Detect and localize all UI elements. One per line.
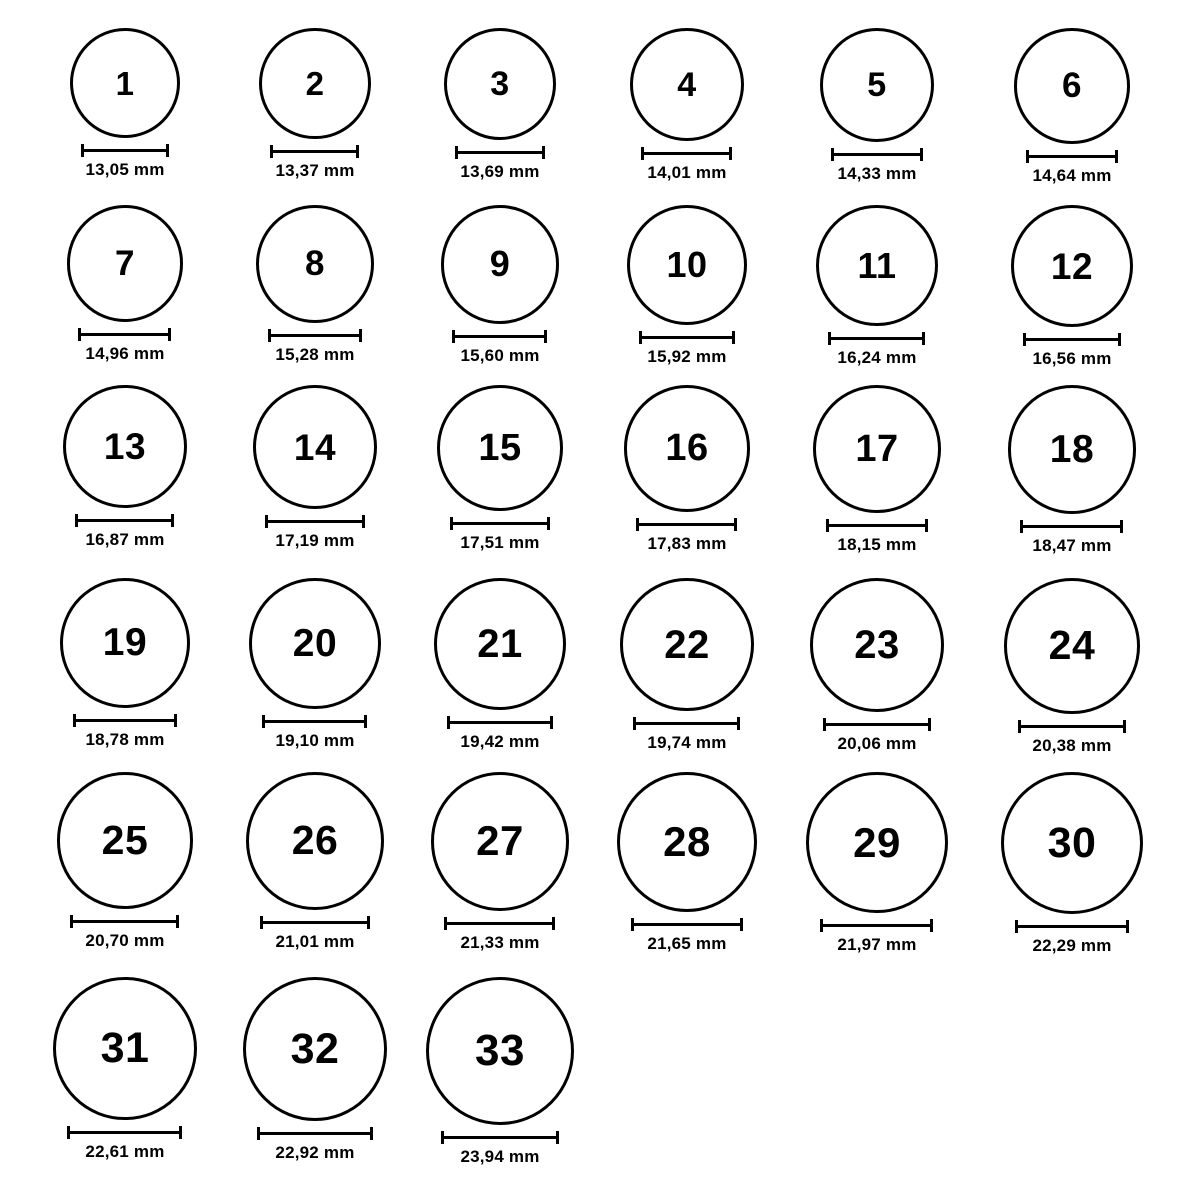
ring-circle <box>57 772 194 909</box>
ring-size-cell <box>52 772 199 951</box>
ring-size-cell <box>241 772 389 952</box>
measure-line <box>447 721 553 724</box>
ring-circle <box>810 578 944 712</box>
measure-cap-right <box>171 514 174 527</box>
measure-cap-left <box>1020 520 1023 533</box>
measure-cap-left <box>823 718 826 731</box>
measure-cap-left <box>1026 150 1029 163</box>
measure-line <box>257 1132 373 1135</box>
ring-circle <box>60 578 190 708</box>
ring-size-number: 10 <box>666 244 708 285</box>
measure-line <box>450 522 550 525</box>
diameter-measure-bar <box>444 917 555 929</box>
ring-size-cell <box>55 578 195 750</box>
ring-size-number: 22 <box>664 622 710 667</box>
ring-size-cell <box>999 578 1145 756</box>
ring-circle <box>67 205 184 322</box>
measure-cap-left <box>633 717 636 730</box>
diameter-label: 22,92 mm <box>275 1143 355 1163</box>
diameter-label: 23,94 mm <box>460 1147 540 1166</box>
ring-size-number: 33 <box>475 1026 525 1075</box>
measure-cap-right <box>1120 520 1123 533</box>
diameter-measure-bar <box>820 919 933 931</box>
diameter-measure-bar <box>450 517 550 529</box>
ring-size-cell <box>436 205 565 366</box>
ring-circle <box>617 772 757 912</box>
diameter-measure-bar <box>1026 150 1118 162</box>
diameter-measure-bar <box>265 515 365 527</box>
measure-line <box>1023 338 1121 341</box>
measure-line <box>1018 725 1126 728</box>
measure-cap-left <box>636 518 639 531</box>
diameter-measure-bar <box>455 146 545 158</box>
measure-cap-right <box>359 329 362 342</box>
ring-circle <box>426 977 574 1125</box>
measure-cap-left <box>1018 720 1021 733</box>
ring-size-cell <box>421 977 579 1167</box>
diameter-measure-bar <box>441 1131 559 1143</box>
diameter-label: 13,69 mm <box>460 162 540 182</box>
diameter-label: 14,01 mm <box>647 163 727 183</box>
diameter-measure-bar <box>828 332 925 344</box>
measure-line <box>270 150 359 153</box>
diameter-label: 14,33 mm <box>837 164 917 184</box>
ring-size-cell <box>619 385 756 554</box>
diameter-label: 13,05 mm <box>85 160 165 179</box>
diameter-measure-bar <box>1018 720 1126 732</box>
ring-size-number: 32 <box>290 1024 340 1073</box>
measure-cap-right <box>370 1127 373 1140</box>
ring-circle <box>256 205 374 323</box>
measure-line <box>268 334 362 337</box>
measure-line <box>260 921 370 924</box>
measure-cap-right <box>930 919 933 932</box>
ring-size-cell <box>254 28 375 181</box>
ring-size-number: 16 <box>665 427 709 470</box>
diameter-measure-bar <box>639 331 735 343</box>
ring-size-number: 14 <box>293 426 337 468</box>
measure-line <box>78 333 171 336</box>
ring-size-cell <box>244 578 385 751</box>
diameter-label: 21,33 mm <box>460 932 540 952</box>
ring-size-cell <box>1009 28 1135 186</box>
ring-size-number: 15 <box>478 426 522 469</box>
measure-cap-right <box>542 146 545 159</box>
diameter-measure-bar <box>631 918 743 930</box>
ring-size-number: 18 <box>1049 427 1095 471</box>
measure-cap-right <box>179 1126 182 1139</box>
measure-line <box>452 335 547 338</box>
ring-size-number: 7 <box>115 243 135 283</box>
measure-cap-right <box>356 145 359 158</box>
ring-size-number: 5 <box>867 66 887 105</box>
diameter-label: 17,51 mm <box>460 532 540 552</box>
measure-line <box>262 720 367 723</box>
measure-cap-right <box>928 718 931 731</box>
measure-cap-left <box>262 715 265 728</box>
ring-circle <box>441 205 560 324</box>
ring-size-cell <box>48 977 201 1162</box>
ring-size-number: 1 <box>115 64 135 102</box>
diameter-label: 15,92 mm <box>647 347 727 366</box>
diameter-measure-bar <box>70 915 179 927</box>
ring-size-number: 21 <box>477 622 523 667</box>
diameter-label: 18,15 mm <box>837 534 917 554</box>
ring-circle <box>253 385 377 509</box>
diameter-measure-bar <box>636 518 737 530</box>
ring-circle <box>259 28 370 139</box>
measure-cap-right <box>174 714 177 727</box>
diameter-label: 22,29 mm <box>1032 936 1112 956</box>
measure-cap-left <box>444 917 447 930</box>
measure-cap-left <box>828 332 831 345</box>
diameter-measure-bar <box>81 144 169 156</box>
measure-cap-left <box>73 714 76 727</box>
diameter-measure-bar <box>1023 333 1121 345</box>
measure-line <box>823 723 931 726</box>
ring-circle <box>444 28 556 140</box>
measure-cap-left <box>67 1126 70 1139</box>
measure-cap-left <box>1023 333 1026 346</box>
measure-cap-left <box>78 328 81 341</box>
diameter-measure-bar <box>260 916 370 928</box>
ring-size-cell <box>426 772 575 953</box>
measure-line <box>641 152 732 155</box>
diameter-measure-bar <box>1020 520 1123 532</box>
ring-circle <box>1001 772 1143 914</box>
ring-size-cell <box>805 578 949 754</box>
ring-size-cell <box>996 772 1148 956</box>
diameter-label: 20,38 mm <box>1032 735 1112 755</box>
diameter-measure-bar <box>67 1126 182 1138</box>
measure-cap-right <box>166 144 169 157</box>
measure-line <box>70 920 179 923</box>
measure-cap-right <box>925 519 928 532</box>
measure-cap-right <box>556 1131 559 1144</box>
ring-circle <box>627 205 747 325</box>
measure-cap-left <box>81 144 84 157</box>
ring-size-number: 31 <box>100 1024 150 1073</box>
ring-circle <box>434 578 566 710</box>
ring-size-number: 11 <box>857 244 897 286</box>
ring-size-number: 24 <box>1048 622 1096 669</box>
measure-cap-right <box>547 517 550 530</box>
diameter-measure-bar <box>73 714 177 726</box>
diameter-measure-bar <box>641 147 732 159</box>
ring-size-number: 13 <box>103 426 147 468</box>
measure-cap-right <box>1123 720 1126 733</box>
diameter-label: 21,01 mm <box>275 931 355 951</box>
measure-line <box>441 1136 559 1139</box>
ring-size-number: 6 <box>1062 66 1082 106</box>
measure-cap-left <box>75 514 78 527</box>
measure-cap-left <box>447 716 450 729</box>
ring-size-cell <box>251 205 379 365</box>
diameter-label: 17,19 mm <box>275 531 355 551</box>
diameter-label: 19,74 mm <box>647 733 727 753</box>
measure-cap-right <box>920 148 923 161</box>
ring-size-number: 28 <box>663 818 711 865</box>
measure-cap-left <box>826 519 829 532</box>
diameter-label: 14,64 mm <box>1032 165 1112 185</box>
measure-cap-right <box>364 715 367 728</box>
ring-circle <box>620 578 753 711</box>
diameter-label: 21,97 mm <box>837 935 917 955</box>
ring-size-number: 20 <box>292 622 338 666</box>
measure-cap-right <box>729 147 732 160</box>
ring-size-cell <box>58 385 191 550</box>
ring-size-cell <box>238 977 392 1163</box>
diameter-label: 16,24 mm <box>837 348 917 368</box>
ring-size-number: 3 <box>490 65 510 104</box>
diameter-label: 16,87 mm <box>85 530 165 550</box>
ring-circle <box>820 28 934 142</box>
diameter-label: 22,61 mm <box>85 1142 165 1162</box>
measure-line <box>636 523 737 526</box>
measure-cap-right <box>544 330 547 343</box>
ring-size-cell <box>62 205 189 364</box>
diameter-measure-bar <box>831 148 923 160</box>
diameter-measure-bar <box>270 145 359 157</box>
ring-size-cell <box>801 772 952 955</box>
diameter-measure-bar <box>257 1127 373 1139</box>
measure-cap-left <box>441 1131 444 1144</box>
diameter-label: 15,60 mm <box>460 345 540 365</box>
measure-line <box>1020 525 1123 528</box>
measure-line <box>826 524 928 527</box>
measure-cap-left <box>265 515 268 528</box>
ring-circle <box>1011 205 1133 327</box>
diameter-measure-bar <box>1015 920 1129 932</box>
diameter-measure-bar <box>633 717 740 729</box>
measure-cap-right <box>737 717 740 730</box>
ring-size-number: 29 <box>853 818 901 866</box>
measure-cap-right <box>176 915 179 928</box>
ring-size-number: 9 <box>489 243 511 285</box>
measure-line <box>455 151 545 154</box>
ring-size-number: 26 <box>291 817 339 864</box>
ring-size-number: 19 <box>102 621 148 665</box>
measure-cap-left <box>820 919 823 932</box>
measure-line <box>81 149 169 152</box>
ring-size-number: 23 <box>854 623 900 668</box>
measure-line <box>265 520 365 523</box>
diameter-measure-bar <box>262 715 367 727</box>
ring-circle <box>437 385 563 511</box>
diameter-label: 15,28 mm <box>275 344 355 364</box>
ring-size-number: 8 <box>305 244 325 284</box>
diameter-measure-bar <box>78 328 171 340</box>
measure-cap-right <box>740 918 743 931</box>
diameter-measure-bar <box>452 330 547 342</box>
ring-size-cell <box>1006 205 1138 369</box>
measure-line <box>828 337 925 340</box>
ring-circle <box>70 28 180 138</box>
measure-line <box>75 519 174 522</box>
measure-line <box>631 923 743 926</box>
measure-line <box>1026 155 1118 158</box>
ring-circle <box>63 385 186 508</box>
measure-cap-right <box>732 331 735 344</box>
ring-size-cell <box>622 205 752 367</box>
measure-cap-right <box>1118 333 1121 346</box>
measure-cap-left <box>831 148 834 161</box>
measure-cap-left <box>268 329 271 342</box>
ring-size-cell <box>811 205 942 368</box>
diameter-label: 18,78 mm <box>85 729 165 749</box>
diameter-label: 19,42 mm <box>460 732 540 752</box>
measure-cap-left <box>641 147 644 160</box>
ring-circle <box>630 28 743 141</box>
measure-line <box>820 924 933 927</box>
measure-line <box>73 719 177 722</box>
measure-cap-left <box>639 331 642 344</box>
measure-line <box>444 922 555 925</box>
measure-cap-left <box>270 145 273 158</box>
measure-cap-left <box>260 916 263 929</box>
measure-cap-right <box>922 332 925 345</box>
ring-size-cell <box>248 385 382 551</box>
diameter-measure-bar <box>75 514 174 526</box>
ring-size-cell <box>65 28 185 180</box>
ring-size-cell <box>625 28 748 183</box>
measure-cap-right <box>367 916 370 929</box>
ring-size-cell <box>615 578 758 753</box>
diameter-label: 20,06 mm <box>837 734 917 754</box>
measure-cap-right <box>552 917 555 930</box>
measure-line <box>633 722 740 725</box>
measure-line <box>831 153 923 156</box>
diameter-label: 21,65 mm <box>647 934 727 953</box>
ring-circle <box>806 772 947 913</box>
measure-line <box>1015 925 1129 928</box>
diameter-measure-bar <box>823 718 931 730</box>
measure-cap-right <box>1126 920 1129 933</box>
ring-circle <box>1014 28 1130 144</box>
diameter-label: 19,10 mm <box>275 731 355 751</box>
ring-size-cell <box>815 28 939 184</box>
diameter-label: 20,70 mm <box>85 930 165 950</box>
measure-line <box>639 336 735 339</box>
diameter-measure-bar <box>826 519 928 531</box>
ring-size-cell <box>439 28 561 182</box>
measure-cap-left <box>1015 920 1018 933</box>
ring-size-number: 17 <box>855 427 899 470</box>
measure-cap-right <box>1115 150 1118 163</box>
ring-size-cell <box>1003 385 1142 556</box>
ring-size-number: 25 <box>101 816 149 863</box>
diameter-label: 18,47 mm <box>1032 535 1112 555</box>
ring-size-cell <box>429 578 571 752</box>
ring-circle <box>249 578 380 709</box>
ring-size-cell <box>612 772 762 954</box>
ring-size-number: 30 <box>1047 818 1097 867</box>
ring-size-number: 2 <box>305 65 325 103</box>
diameter-measure-bar <box>447 716 553 728</box>
measure-cap-right <box>734 518 737 531</box>
ring-size-cell <box>808 385 946 555</box>
diameter-label: 17,83 mm <box>647 533 727 553</box>
measure-cap-left <box>70 915 73 928</box>
measure-cap-left <box>257 1127 260 1140</box>
diameter-label: 13,37 mm <box>275 161 355 181</box>
ring-circle <box>53 977 196 1120</box>
ring-circle <box>243 977 387 1121</box>
measure-cap-right <box>168 328 171 341</box>
measure-cap-right <box>362 515 365 528</box>
ring-size-cell <box>432 385 568 553</box>
ring-circle <box>431 772 570 911</box>
ring-size-number: 4 <box>677 65 697 104</box>
measure-cap-left <box>631 918 634 931</box>
diameter-measure-bar <box>268 329 362 341</box>
diameter-label: 16,56 mm <box>1032 349 1112 369</box>
measure-line <box>67 1131 182 1134</box>
measure-cap-left <box>455 146 458 159</box>
ring-circle <box>1004 578 1140 714</box>
ring-size-number: 12 <box>1050 245 1094 287</box>
measure-cap-left <box>452 330 455 343</box>
ring-circle <box>246 772 384 910</box>
ring-circle <box>813 385 941 513</box>
ring-circle <box>624 385 751 512</box>
measure-cap-right <box>550 716 553 729</box>
diameter-label: 14,96 mm <box>85 343 165 363</box>
ring-circle <box>1008 385 1137 514</box>
ring-size-number: 27 <box>476 817 524 865</box>
ring-circle <box>816 205 937 326</box>
measure-cap-left <box>450 517 453 530</box>
